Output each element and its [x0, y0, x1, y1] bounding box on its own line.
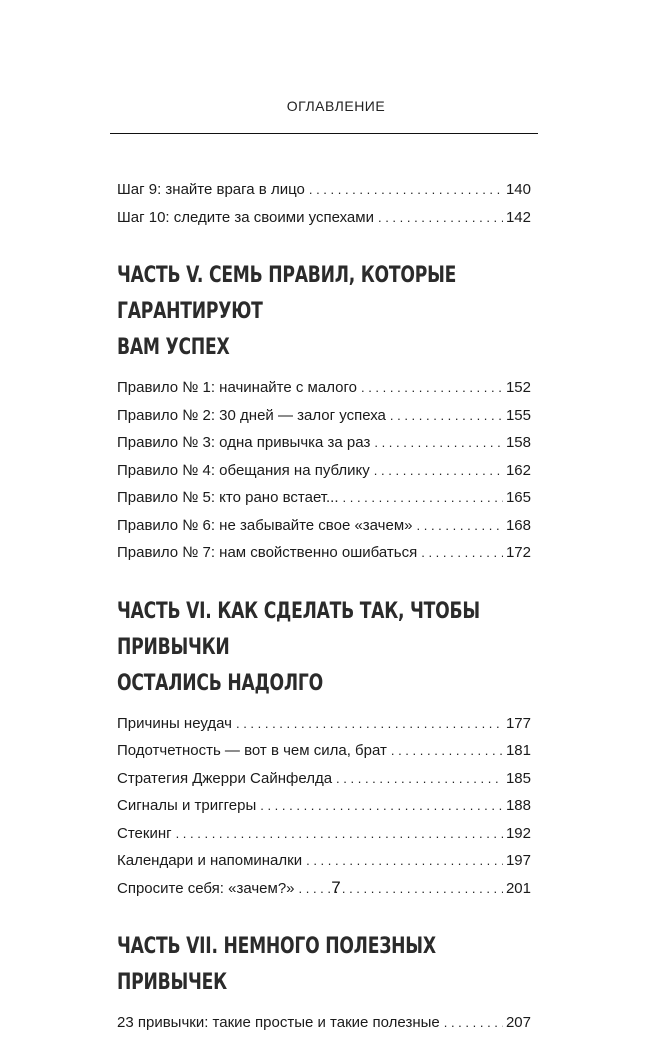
- toc-entry-title: Стратегия Джерри Сайнфелда: [117, 769, 333, 787]
- toc-entry-page: 162: [505, 461, 531, 479]
- toc-entry[interactable]: [117, 176, 531, 204]
- toc-entry-title: Правило № 4: обещания на публику: [117, 461, 370, 479]
- dot-leader: [444, 1009, 503, 1037]
- part-heading-line: ОСТАЛИСЬ НАДОЛГО: [117, 670, 323, 696]
- dot-leader: [374, 457, 503, 485]
- part-heading-line: ЧАСТЬ V. СЕМЬ ПРАВИЛ, КОТОРЫЕ ГАРАНТИРУЮТ: [117, 263, 457, 324]
- toc-entry-title: Правило № 3: одна привычка за раз: [117, 434, 371, 451]
- toc-entry[interactable]: [117, 792, 531, 820]
- toc-entry-page: 188: [505, 797, 531, 814]
- toc-entry-page: 165: [505, 489, 531, 506]
- part-heading-v[interactable]: [117, 258, 531, 366]
- dot-leader: [378, 204, 503, 232]
- dot-leader: [306, 847, 503, 875]
- dot-leader: [390, 402, 503, 430]
- toc-entry-title: Подотчетность — вот в чем сила, брат: [117, 742, 387, 759]
- running-header: ОГЛАВЛЕНИЕ: [286, 98, 386, 114]
- toc-entry[interactable]: [117, 1009, 531, 1037]
- toc-entry-title: Шаг 10: следите за своими успехами: [117, 208, 374, 226]
- toc-entry-title: Календари и напоминалки: [117, 852, 303, 869]
- toc-entry-page: 181: [505, 742, 531, 759]
- toc-entry[interactable]: [117, 539, 531, 567]
- toc-entry-page: 177: [505, 714, 531, 732]
- toc-entry[interactable]: [117, 765, 531, 793]
- toc-entry-title: Правило № 6: не забывайте свое «зачем»: [117, 516, 413, 534]
- toc-entry[interactable]: [117, 820, 531, 848]
- table-of-contents: [117, 176, 531, 1037]
- dot-leader: [236, 710, 503, 738]
- toc-entry-page: 192: [505, 824, 531, 842]
- toc-entry-title: Правило № 1: начинайте с малого: [117, 379, 357, 396]
- toc-entry-page: 201: [505, 879, 531, 897]
- part-heading-vii[interactable]: [117, 929, 531, 1001]
- dot-leader: [336, 765, 503, 793]
- dot-leader: [309, 176, 503, 204]
- toc-entry[interactable]: [117, 512, 531, 540]
- header-rule: [110, 133, 538, 134]
- toc-entry-title: Причины неудач: [117, 714, 232, 732]
- page-number: 7: [331, 878, 341, 897]
- toc-entry-page: 207: [505, 1014, 531, 1031]
- dot-leader: [260, 792, 503, 820]
- toc-entry-page: 155: [505, 406, 531, 424]
- toc-entry[interactable]: [117, 710, 531, 738]
- toc-entry-page: 168: [505, 516, 531, 534]
- dot-leader: [374, 429, 503, 457]
- part-heading-line: ВАМ УСПЕХ: [117, 335, 230, 360]
- toc-entry-page: 142: [505, 208, 531, 226]
- toc-entry-page: 197: [505, 852, 531, 869]
- toc-entry-title: Стекинг: [117, 824, 172, 842]
- toc-entry-title: Правило № 2: 30 дней — залог успеха: [117, 406, 386, 424]
- toc-entry[interactable]: [117, 402, 531, 430]
- toc-entry[interactable]: [117, 457, 531, 485]
- toc-entry-page: 140: [505, 181, 531, 198]
- toc-entry-title: Правило № 7: нам свойственно ошибаться: [117, 544, 418, 561]
- dot-leader: [421, 539, 503, 567]
- toc-entry[interactable]: [117, 484, 531, 512]
- dot-leader: [343, 484, 503, 512]
- toc-entry[interactable]: [117, 374, 531, 402]
- toc-entry-page: 158: [505, 434, 531, 451]
- toc-entry-title: Правило № 5: кто рано встает...: [117, 489, 339, 506]
- toc-entry-title: 23 привычки: такие простые и такие полезные: [117, 1014, 440, 1031]
- toc-entry-title: Спросите себя: «зачем?»: [117, 879, 295, 897]
- toc-entry[interactable]: [117, 737, 531, 765]
- part-heading-line: ЧАСТЬ VII. НЕМНОГО ПОЛЕЗНЫХ ПРИВЫЧЕК: [117, 934, 436, 995]
- dot-leader: [361, 374, 503, 402]
- toc-entry-title: Шаг 9: знайте врага в лицо: [117, 181, 305, 198]
- toc-entry-title: Сигналы и триггеры: [117, 797, 257, 814]
- toc-entry-page: 172: [505, 544, 531, 561]
- toc-entry-page: 152: [505, 379, 531, 396]
- part-heading-vi[interactable]: [117, 594, 531, 702]
- part-heading-line: ЧАСТЬ VI. КАК СДЕЛАТЬ ТАК, ЧТОБЫ ПРИВЫЧКИ: [117, 598, 480, 660]
- toc-entry[interactable]: [117, 847, 531, 875]
- toc-entry[interactable]: [117, 429, 531, 457]
- dot-leader: [176, 820, 503, 848]
- toc-entry[interactable]: [117, 204, 531, 232]
- toc-entry-page: 185: [505, 769, 531, 787]
- dot-leader: [417, 512, 503, 540]
- dot-leader: [391, 737, 503, 765]
